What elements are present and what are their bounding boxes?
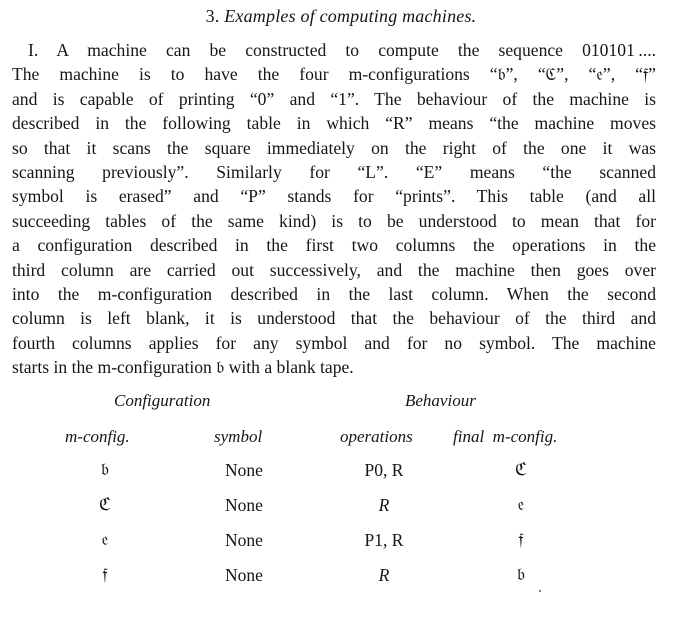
symbol-column-header: symbol bbox=[214, 427, 263, 446]
row-operations-cell: P1, R bbox=[364, 530, 404, 550]
row-m-config-cell: 𝔢 bbox=[101, 530, 109, 550]
final-m-config-column-header: final m-config. bbox=[453, 427, 558, 446]
paragraph-line: described in the following table in which “R” means “the machine moves bbox=[12, 113, 656, 134]
row-final-m-config-cell: ℭ bbox=[514, 460, 528, 480]
paragraph-line: a configuration described in the first two columns the operations in the bbox=[12, 235, 656, 256]
section-number: 3. bbox=[205, 6, 220, 26]
section-heading bbox=[0, 4, 682, 28]
row-final-m-config-cell: 𝔢 bbox=[517, 495, 525, 515]
row-final-m-config-cell: 𝔟 bbox=[517, 565, 525, 585]
paragraph-line: scanning previously”. Similarly for “L”. “E” means “the scanned bbox=[12, 161, 656, 182]
paragraph-line: so that it scans the square immediately on the right of the one it was bbox=[12, 137, 656, 158]
paragraph-line: symbol is erased” and “P” stands for “prints”. This table (and all bbox=[12, 186, 656, 207]
paragraph-line: third column are carried out successively, and the machine then goes over bbox=[12, 259, 656, 280]
row-symbol-cell: None bbox=[225, 495, 263, 515]
row-operations-cell: P0, R bbox=[364, 460, 404, 480]
configuration-group-header: Configuration bbox=[114, 391, 211, 410]
row-operations-cell: R bbox=[378, 565, 390, 585]
paragraph-line: I. A machine can be constructed to compute the sequence 010101 .... bbox=[28, 40, 656, 60]
behaviour-group-header: Behaviour bbox=[405, 391, 476, 410]
row-m-config-cell: 𝔣 bbox=[102, 565, 108, 585]
paragraph-line: fourth columns applies for any symbol and for no symbol. The machine bbox=[12, 332, 656, 353]
m-config-column-header: m-config. bbox=[65, 427, 130, 446]
paragraph-line: The machine is to have the four m-configurations “𝔟”, “ℭ”, “𝔢”, “𝔣” bbox=[12, 64, 656, 85]
print-speck bbox=[539, 590, 541, 592]
row-operations-cell: R bbox=[378, 495, 390, 515]
row-symbol-cell: None bbox=[225, 530, 263, 550]
paragraph-line: starts in the m-configuration 𝔟 with a blank tape. bbox=[12, 357, 354, 378]
paragraph-line: into the m-configuration described in the last column. When the second bbox=[12, 283, 656, 304]
body-paragraph bbox=[12, 38, 656, 379]
row-symbol-cell: None bbox=[225, 565, 263, 585]
paragraph-line: and is capable of printing “0” and “1”. The behaviour of the machine is bbox=[12, 88, 656, 109]
section-title: Examples of computing machines. bbox=[224, 6, 477, 26]
row-symbol-cell: None bbox=[225, 460, 263, 480]
paragraph-line: succeeding tables of the same kind) is to be understood to mean that for bbox=[12, 210, 656, 231]
operations-column-header: operations bbox=[340, 427, 413, 446]
row-m-config-cell: 𝔟 bbox=[101, 460, 109, 480]
row-m-config-cell: ℭ bbox=[98, 495, 112, 515]
row-final-m-config-cell: 𝔣 bbox=[518, 530, 524, 550]
paragraph-line: column is left blank, it is understood that the behaviour of the third and bbox=[12, 308, 656, 329]
